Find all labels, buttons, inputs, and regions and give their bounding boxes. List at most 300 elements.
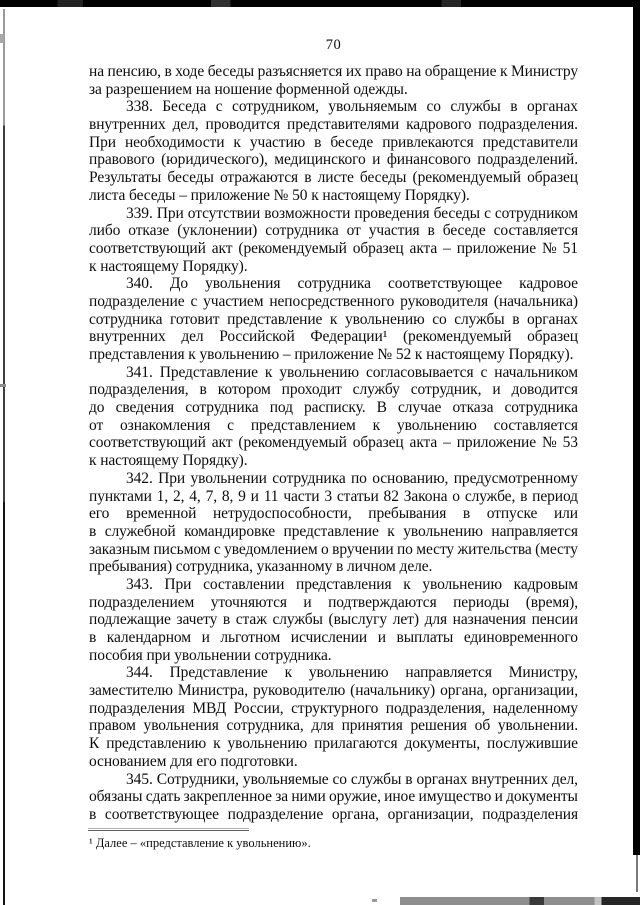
word: выплаты (396, 629, 454, 646)
word: кадровое (519, 275, 578, 293)
word: соответствующее (104, 805, 219, 823)
word: в (89, 805, 97, 823)
text-line (89, 541, 578, 559)
word: службы (450, 98, 501, 116)
word: проходит (281, 381, 342, 399)
text-line (89, 664, 578, 682)
word: России, (233, 699, 284, 717)
word: готовит (169, 310, 220, 328)
text-line (89, 611, 578, 629)
word: документы, (404, 735, 481, 753)
word: отказе (128, 222, 170, 240)
word: льготном (220, 629, 281, 646)
word: составлении (203, 575, 285, 593)
word: служебной (104, 522, 176, 540)
word: (рекомендуемый (238, 434, 347, 452)
word: службы (454, 310, 505, 328)
word: подразделения, (89, 381, 189, 399)
scan-bottom-edge-artifact (400, 897, 640, 905)
word: доводится (511, 381, 578, 399)
word: органа, (440, 682, 488, 700)
text-line (89, 151, 578, 169)
word: жительства (457, 540, 532, 558)
text-line (89, 63, 578, 81)
word: 343. (126, 575, 153, 593)
footnote-text: ¹ Далее – «представление к увольнению». (89, 836, 311, 850)
word: и (494, 788, 503, 806)
word: и (492, 381, 501, 399)
word: представления (296, 575, 392, 593)
scan-right-edge-artifact (636, 855, 638, 892)
word: сотрудника (185, 399, 259, 417)
word: Сотрудники, (156, 770, 239, 788)
word: начальником (494, 363, 578, 381)
word: разъясняется (257, 63, 343, 80)
text-line (89, 240, 578, 258)
text-line (89, 735, 578, 753)
word: При (164, 575, 192, 593)
word: внутренних (471, 770, 548, 788)
word: 7, (205, 487, 217, 505)
word: календарном (106, 629, 191, 646)
text-line (89, 523, 578, 541)
word: с (484, 204, 491, 222)
word: 342. (126, 469, 153, 487)
text-line: пособия при увольнении сотрудника. (89, 646, 332, 664)
word: Закона (403, 487, 448, 505)
word: проведения (354, 204, 430, 222)
text-line (89, 488, 578, 506)
word: по (350, 469, 367, 487)
word: пенсии (531, 611, 578, 629)
word: До (169, 275, 188, 293)
text-line: основанием для его подготовки. (89, 752, 298, 770)
word: акта (409, 239, 438, 257)
word: руководителю (252, 682, 346, 700)
word: со (432, 310, 447, 328)
word: подразделения. (478, 116, 578, 134)
word: на (89, 63, 104, 80)
text-line (89, 806, 578, 824)
word: органах (416, 770, 468, 788)
word: в (89, 629, 97, 646)
text-line: пребывания) сотрудника, указанному в личном деле. (89, 558, 433, 576)
word: прилагаются (314, 735, 398, 753)
word: сотрудника (89, 310, 163, 328)
word: подразделение (227, 805, 324, 823)
word: органа, (331, 805, 379, 823)
word: подразделения (89, 699, 185, 717)
word: в (314, 133, 322, 151)
word: службу (352, 381, 400, 399)
word: структурного (291, 699, 379, 717)
word: закрепленное (183, 788, 272, 806)
word: обращение (424, 63, 497, 80)
footnote-separator-rule (88, 828, 249, 831)
word: по (396, 540, 413, 558)
word: акт (211, 434, 233, 452)
text-line: листа беседы – приложение № 50 к настоящему Порядку). (89, 186, 470, 204)
word: К (89, 735, 100, 753)
word: внутренних (89, 328, 166, 346)
word: на (406, 63, 422, 80)
word: органах (527, 310, 578, 328)
word: службы (350, 770, 402, 788)
word: в (222, 611, 231, 629)
word: и (377, 629, 386, 646)
word: правового (89, 151, 155, 169)
word: с (190, 292, 198, 310)
word: беседы (207, 63, 255, 80)
word: предусмотренному (453, 469, 578, 487)
word: органах (526, 98, 578, 116)
word: внутренних (89, 116, 166, 134)
word: соответствующий (89, 239, 206, 257)
word: сотрудника (297, 275, 371, 293)
word: представлению (106, 735, 207, 753)
word: образец (527, 328, 578, 346)
text-line (89, 311, 578, 329)
word: беседы (433, 204, 481, 222)
text-line (89, 399, 578, 417)
word: к (372, 416, 381, 434)
word: подразделения (482, 805, 578, 823)
word: 340. (126, 275, 153, 293)
word: № (541, 239, 557, 257)
word: руководителя (400, 292, 488, 310)
word: кадровым (513, 575, 578, 593)
text-line (89, 116, 578, 134)
word: службе, (464, 487, 516, 505)
text-line (89, 98, 578, 116)
word: сотрудник, (410, 381, 482, 399)
word: (выслугу (328, 611, 388, 629)
word: котором (217, 381, 271, 399)
word: с (213, 540, 221, 558)
text-line (89, 434, 578, 452)
word: для (311, 717, 334, 735)
word: единовременного (463, 629, 578, 646)
word: (месту (535, 540, 578, 558)
word: в (89, 522, 97, 540)
word: увольнению (397, 416, 477, 434)
word: акта (409, 434, 438, 452)
word: 341. (126, 363, 153, 381)
word: При (158, 469, 186, 487)
word: увольнении. (497, 717, 578, 735)
word: к (499, 63, 508, 80)
text-line (89, 470, 578, 488)
word: отсутствии (187, 204, 261, 222)
word: непосредственного (269, 292, 395, 310)
word: Министру, (508, 664, 578, 682)
word: представление (283, 522, 379, 540)
word: подразделения, (385, 699, 486, 717)
word: от (89, 416, 104, 434)
word: ними (291, 788, 326, 806)
word: образец (352, 239, 404, 257)
word: нетрудоспособности, (212, 505, 352, 523)
word: сотрудника, (226, 717, 304, 735)
word: направляется (405, 664, 492, 682)
page-number: 70 (325, 37, 342, 53)
document-body (89, 63, 578, 824)
word: письмом (153, 540, 211, 558)
word: участием (203, 292, 264, 310)
text-line (89, 293, 578, 311)
word: представление (227, 310, 323, 328)
text-line (89, 169, 578, 187)
word: в (510, 98, 518, 116)
word: сотрудника (265, 222, 339, 240)
word: акт (211, 239, 233, 257)
word: в (405, 770, 413, 788)
word: Представление (159, 363, 258, 381)
text-line: к настоящему Порядку). (89, 452, 248, 470)
word: проводится (205, 116, 281, 134)
word: со (332, 770, 347, 788)
word: о (452, 487, 460, 505)
word: основанию, (372, 469, 449, 487)
word: к (233, 133, 241, 151)
word: с (215, 98, 223, 116)
word: принятия (341, 717, 403, 735)
word: финансового (386, 151, 471, 169)
word: представителями (287, 116, 400, 134)
word: организации, (387, 805, 474, 823)
scan-bottom-dot-artifact (372, 899, 377, 902)
word: и (372, 151, 381, 169)
word: послужившие (487, 735, 578, 753)
word: Российской (219, 328, 295, 346)
word: привлекаются (382, 133, 474, 151)
word: в (462, 505, 471, 523)
word: со (426, 98, 441, 116)
word: Министру (510, 63, 578, 80)
word: отпуске (486, 505, 538, 523)
text-line (89, 134, 578, 152)
word: Представление (169, 664, 268, 682)
word: к (264, 363, 273, 381)
word: пенсию, (107, 63, 161, 80)
word: 82 (383, 487, 399, 505)
word: подразделение (89, 292, 185, 310)
word: МВД (192, 699, 227, 717)
word: оружие, (328, 788, 381, 806)
word: (юридического), (161, 151, 268, 169)
word: ознакомления (120, 416, 211, 434)
word: (рекомендуемый (402, 328, 512, 346)
word: (время), (525, 593, 578, 611)
word: или (553, 505, 578, 523)
word: к (387, 522, 395, 540)
word: 8, (221, 487, 234, 505)
text-line (89, 700, 578, 718)
word: 339. (126, 204, 153, 222)
word: до (89, 399, 105, 417)
word: 11 (263, 487, 279, 505)
word: отказа (452, 399, 494, 417)
word: 2, (172, 487, 185, 505)
text-line (89, 682, 578, 700)
word: к (329, 310, 338, 328)
word: увольнения (143, 717, 219, 735)
text-line (89, 717, 578, 735)
word: приложение (456, 434, 537, 452)
word: и (201, 629, 210, 646)
word: правом (89, 717, 136, 735)
word: 53 (562, 434, 578, 452)
word: в (164, 63, 172, 80)
text-line: к настоящему Порядку). (89, 257, 248, 275)
word: увольнению (344, 310, 425, 328)
word: При (89, 133, 116, 151)
word: беседе (330, 133, 374, 151)
word: сотрудником (494, 204, 578, 222)
word: сдать (145, 788, 181, 806)
word: обязаны (89, 788, 143, 806)
word: документы (506, 788, 578, 806)
word: наделенному (492, 699, 578, 717)
word: Беседа (162, 98, 207, 116)
word: командировке (184, 522, 276, 540)
word: увольнению (279, 363, 359, 381)
word: необходимости (124, 133, 225, 151)
word: под (269, 399, 293, 417)
word: (рекомендуемый (238, 239, 347, 257)
word: и (250, 487, 259, 505)
word: в (199, 381, 207, 399)
word: участия (368, 222, 420, 240)
scan-left-tick-artifact (0, 384, 6, 387)
text-line (89, 381, 578, 399)
word: беседе (442, 222, 486, 240)
word: о (321, 540, 329, 558)
word: назначения (452, 611, 526, 629)
word: Министра, (177, 682, 248, 700)
word: 1, (156, 487, 169, 505)
word: право (365, 63, 403, 80)
word: беседы (359, 169, 407, 187)
word: сотрудника (504, 399, 578, 417)
word: и (303, 593, 312, 611)
word: (начальнику) (350, 682, 436, 700)
word: – (443, 434, 451, 452)
word: организации, (492, 682, 578, 700)
word: иное (384, 788, 416, 806)
word: подтверждаются (328, 593, 437, 611)
text-line (89, 222, 578, 240)
text-line: за разрешением на ношение форменной одежды. (89, 80, 408, 98)
word: их (345, 63, 362, 80)
word: подлежащие (89, 611, 171, 629)
word: в (520, 487, 528, 505)
word: приложение (456, 239, 537, 257)
word: периоды (453, 593, 510, 611)
word: 51 (562, 239, 578, 257)
text-line (89, 788, 578, 806)
word: сотрудника (272, 469, 346, 487)
word: медицинского (274, 151, 366, 169)
scan-right-edge-artifact (633, 2, 640, 855)
word: увольнению (308, 664, 389, 682)
text-line (89, 364, 578, 382)
word: уточняются (210, 593, 287, 611)
word: пребывания (368, 505, 447, 523)
word: службы (272, 611, 323, 629)
word: 4, (189, 487, 201, 505)
word: сведения (115, 399, 175, 417)
word: дел (181, 328, 204, 346)
word: (рекомендуемый (412, 169, 521, 187)
word: вручении (332, 540, 394, 558)
word: за (275, 788, 289, 806)
word: от (346, 222, 361, 240)
word: об (474, 717, 491, 735)
word: 3 (324, 487, 332, 505)
word: представлением (250, 416, 356, 434)
word: кадрового (406, 116, 472, 134)
word: увольняемые (242, 770, 329, 788)
word: увольнению (403, 522, 483, 540)
word: увольнении (190, 469, 267, 487)
word: дел, (551, 770, 578, 788)
text-line (89, 205, 578, 223)
word: Федерации¹ (310, 328, 388, 346)
word: сотрудником, (232, 98, 319, 116)
word: заказным (89, 540, 151, 558)
word: направляется (491, 522, 578, 540)
word: участию (249, 133, 306, 151)
word: увольнению (422, 575, 502, 593)
word: беседы (167, 169, 214, 187)
text-line (89, 576, 578, 594)
word: заместителю (89, 682, 173, 700)
word: образец (527, 169, 578, 187)
word: дел, (172, 116, 199, 134)
word: уведомлением (224, 540, 318, 558)
word: (уклонении) (177, 222, 258, 240)
word: – (443, 239, 451, 257)
word: отражаются (219, 169, 299, 187)
word: 345. (126, 770, 153, 788)
word: к (284, 664, 292, 682)
word: согласовывается (365, 363, 474, 381)
word: ходе (175, 63, 205, 80)
word: с (480, 363, 488, 381)
text-line (89, 417, 578, 435)
word: 338. (126, 98, 153, 116)
word: представители (482, 133, 578, 151)
word: исчислении (290, 629, 368, 646)
word: период (532, 487, 578, 505)
word: стаж (235, 611, 267, 629)
text-line (89, 505, 578, 523)
word: для (424, 611, 448, 629)
word: статьи (336, 487, 379, 505)
word: В (376, 399, 387, 417)
word: Результаты (89, 169, 162, 187)
word: его (89, 505, 110, 523)
word: подразделений. (477, 151, 578, 169)
text-line: представления к увольнению – приложение № 52 к настоящему Порядку). (89, 346, 574, 363)
word: образец (352, 434, 404, 452)
text-line (89, 594, 578, 612)
word: 9 (238, 487, 246, 505)
word: к (213, 735, 221, 753)
text-line (89, 771, 578, 789)
text-line (89, 328, 578, 346)
